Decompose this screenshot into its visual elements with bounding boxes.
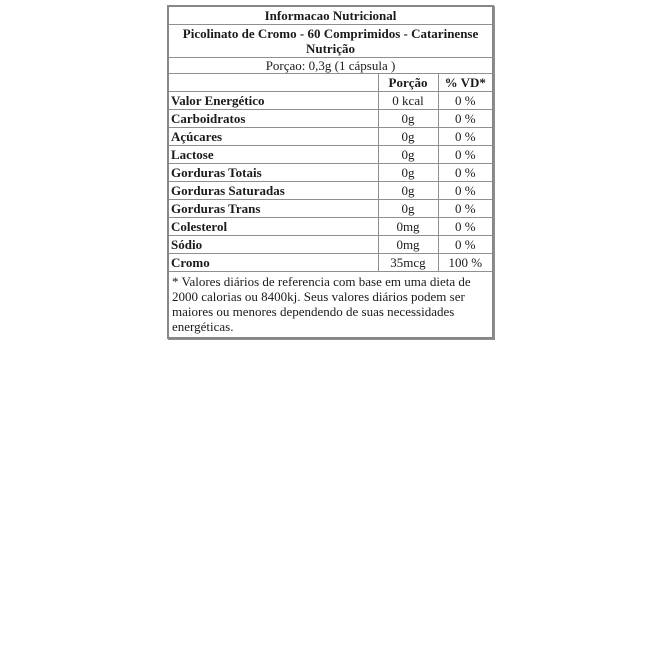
daily-values-footnote: * Valores diários de referencia com base em uma dieta de 2000 calorias ou 8400kj. Seus valores diários podem ser maiores ou menores dependendo de suas necessidades energéticas. [168,272,493,339]
portion-value-cell: 0g [378,146,438,164]
nutrient-row [168,128,493,146]
dv-value-cell: 0 % [438,146,493,164]
dv-value-cell: 0 % [438,218,493,236]
nutrient-name-cell: Gorduras Saturadas [168,182,378,200]
portion-value-cell: 0g [378,182,438,200]
nutrient-row [168,200,493,218]
serving-size: Porçao: 0,3g (1 cápsula ) [168,58,493,74]
nutrient-row [168,254,493,272]
dv-value-cell: 0 % [438,128,493,146]
nutrient-name-cell: Colesterol [168,218,378,236]
serving-size-row [168,58,493,74]
nutrient-name-cell: Gorduras Trans [168,200,378,218]
nutrient-row [168,146,493,164]
nutrient-row [168,182,493,200]
table-title-row [168,6,493,25]
nutrient-name-cell: Sódio [168,236,378,254]
portion-value-cell: 0 kcal [378,92,438,110]
dv-value-cell: 0 % [438,110,493,128]
portion-value-cell: 35mcg [378,254,438,272]
portion-value-cell: 0g [378,164,438,182]
nutrient-name-cell: Gorduras Totais [168,164,378,182]
col-header-empty [168,74,378,92]
portion-value-cell: 0mg [378,236,438,254]
dv-value-cell: 0 % [438,164,493,182]
nutrient-name-cell: Lactose [168,146,378,164]
portion-value-cell: 0g [378,128,438,146]
nutrient-name-cell: Carboidratos [168,110,378,128]
portion-value-cell: 0g [378,200,438,218]
col-header-dv: % VD* [438,74,493,92]
table-title: Informacao Nutricional [168,6,493,25]
dv-value-cell: 0 % [438,200,493,218]
nutrient-row [168,164,493,182]
column-header-row [168,74,493,92]
portion-value-cell: 0g [378,110,438,128]
dv-value-cell: 0 % [438,236,493,254]
dv-value-cell: 0 % [438,92,493,110]
product-name-row [168,25,493,58]
portion-value-cell: 0mg [378,218,438,236]
nutrient-row [168,236,493,254]
nutrient-name-cell: Açúcares [168,128,378,146]
nutrient-name-cell: Cromo [168,254,378,272]
nutrient-row [168,110,493,128]
product-name: Picolinato de Cromo - 60 Comprimidos - Catarinense Nutrição [168,25,493,58]
nutrition-table [167,5,494,339]
footnote-row [168,272,493,339]
nutrient-row [168,218,493,236]
nutrient-row [168,92,493,110]
col-header-portion: Porção [378,74,438,92]
nutrient-name-cell: Valor Energético [168,92,378,110]
dv-value-cell: 0 % [438,182,493,200]
dv-value-cell: 100 % [438,254,493,272]
